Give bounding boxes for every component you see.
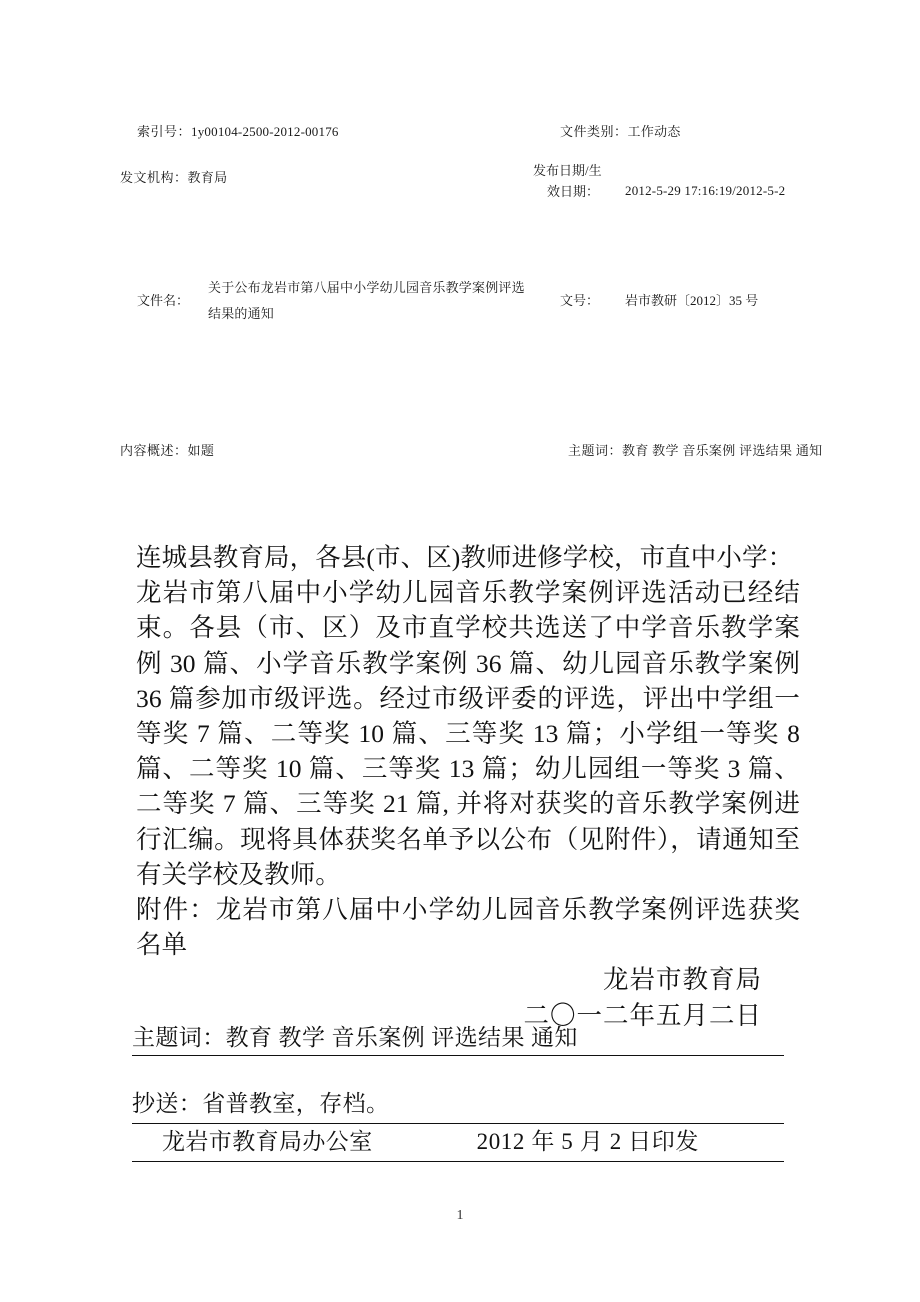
keywords-value: 教育 教学 音乐案例 评选结果 通知	[622, 443, 823, 458]
page-number: 1	[456, 1208, 464, 1223]
document-number-label: 文号：	[560, 293, 600, 308]
index-number-label: 索引号：	[137, 124, 192, 139]
footer-cc-line	[132, 1088, 784, 1124]
file-category-row	[560, 122, 681, 142]
publish-date-label-line2: 效日期：	[547, 184, 600, 199]
publish-date-value: 2012-5-29 17:16:19/2012-5-2	[625, 183, 786, 198]
file-category-label: 文件类别：	[560, 124, 628, 139]
content-summary-row	[120, 441, 214, 461]
footer-print-line	[132, 1124, 784, 1162]
issuing-org-label: 发文机构：	[120, 170, 188, 185]
issuing-org-value: 教育局	[187, 170, 228, 185]
body-attachment-line: 附件：龙岩市第八届中小学幼儿园音乐教学案例评选获奖名单	[136, 895, 800, 960]
content-summary-value: 如题	[187, 443, 215, 458]
document-footer	[132, 1022, 784, 1162]
footer-rule-3	[132, 1161, 784, 1162]
body-paragraph-1: 龙岩市第八届中小学幼儿园音乐教学案例评选活动已经结束。各县（市、区）及市直学校共选送了中学音乐教学案例 30 篇、小学音乐教学案例 36 篇、幼儿园音乐教学案例 36 篇参加市级评选。经过市级评委的评选，评出中学组一等奖 7 篇、二等奖 10 篇、三等奖 13 篇；小学组一等奖 8 篇、二等奖 10 篇、三等奖 13 篇；幼儿园组一等奖 3 篇、二等奖 7 篇、三等奖 21 篇, 并将对获奖的音乐教学案例进行汇编。现将具体获奖名单予以公布（见附件），请通知至有关学校及教师。	[136, 578, 800, 889]
footer-keywords-text: 主题词：教育 教学 音乐案例 评选结果 通知	[132, 1025, 578, 1050]
publish-date-label	[533, 160, 623, 202]
filename-value: 关于公布龙岩市第八届中小学幼儿园音乐教学案例评选结果的通知	[208, 280, 525, 321]
signature-date: 二〇一二年五月二日	[523, 1000, 762, 1030]
publish-date-label-line1: 发布日期/生	[533, 163, 602, 178]
filename-label: 文件名：	[137, 293, 190, 308]
document-number-value: 岩市教研〔2012〕35 号	[625, 293, 759, 308]
document-body	[136, 540, 800, 1033]
footer-print-office: 龙岩市教育局办公室	[162, 1129, 373, 1154]
footer-cc-text: 抄送：省普教室，存档。	[132, 1091, 390, 1116]
file-category-value: 工作动态	[627, 124, 681, 139]
footer-keywords-line	[132, 1022, 784, 1056]
keywords-row	[568, 441, 822, 461]
keywords-label: 主题词：	[568, 443, 623, 458]
issuing-org-row	[120, 168, 227, 188]
signature-organization: 龙岩市教育局	[602, 965, 762, 995]
index-number-row	[137, 122, 339, 142]
footer-spacer	[132, 1056, 784, 1088]
footer-print-date: 2012 年 5 月 2 日印发	[476, 1129, 699, 1154]
index-number-value: 1y00104-2500-2012-00176	[191, 124, 339, 139]
content-summary-label: 内容概述：	[120, 443, 188, 458]
body-addressee: 连城县教育局，各县(市、区)教师进修学校，市直中小学：	[136, 543, 794, 572]
